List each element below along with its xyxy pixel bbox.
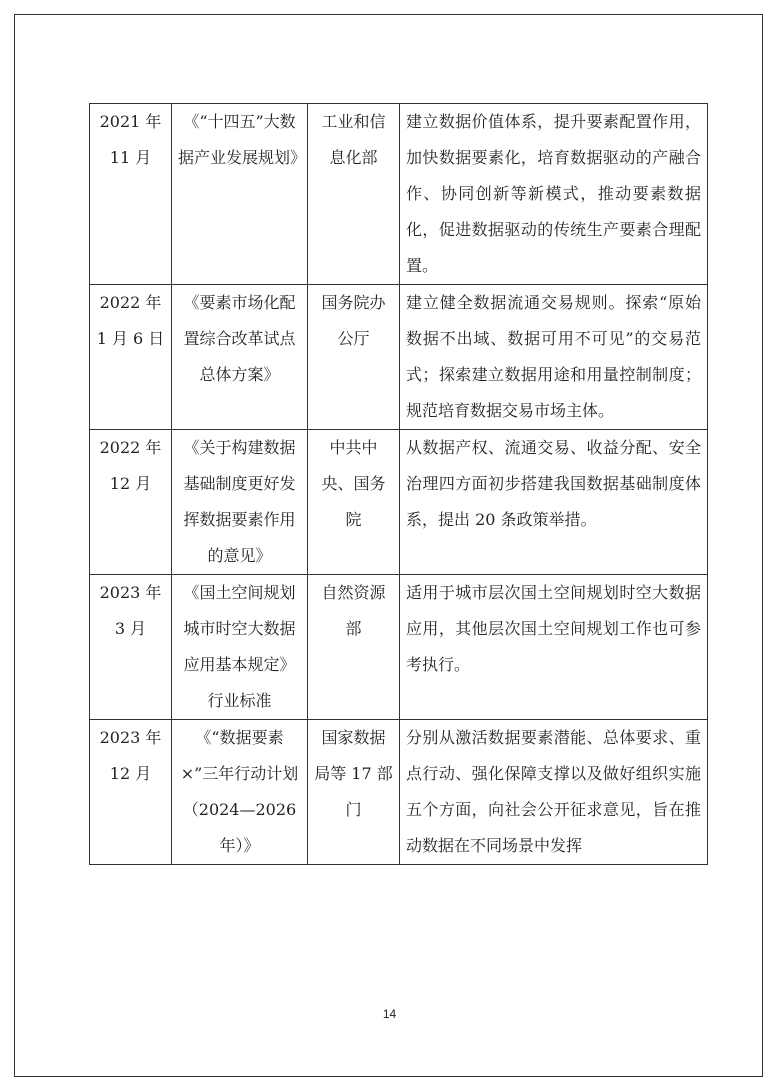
content-cell: 建立健全数据流通交易规则。探索“原始数据不出域、数据可用不可见”的交易范式；探索建立数据用途和用量控制制度；规范培育数据交易市场主体。 [400,285,708,430]
department-cell: 国家数据局等 17 部门 [308,720,400,865]
policy-name-cell: 《“十四五”大数据产业发展规划》 [172,104,308,285]
policy-name-cell: 《关于构建数据基础制度更好发挥数据要素作用的意见》 [172,430,308,575]
date-cell: 2023 年 12 月 [90,720,172,865]
content-cell: 适用于城市层次国土空间规划时空大数据应用，其他层次国土空间规划工作也可参考执行。 [400,575,708,720]
department-cell: 工业和信息化部 [308,104,400,285]
document-page [14,14,763,1077]
table-row [90,430,708,575]
table-row [90,575,708,720]
date-cell: 2023 年 3 月 [90,575,172,720]
policy-name-cell: 《要素市场化配置综合改革试点总体方案》 [172,285,308,430]
date-cell: 2022 年 12 月 [90,430,172,575]
date-cell: 2021 年 11 月 [90,104,172,285]
content-cell: 从数据产权、流通交易、收益分配、安全治理四方面初步搭建我国数据基础制度体系，提出 20 条政策举措。 [400,430,708,575]
policy-name-cell: 《“数据要素×”三年行动计划（2024—2026 年）》 [172,720,308,865]
policy-name-cell: 《国土空间规划城市时空大数据应用基本规定》行业标准 [172,575,308,720]
content-cell: 建立数据价值体系，提升要素配置作用，加快数据要素化，培育数据驱动的产融合作、协同创新等新模式，推动要素数据化，促进数据驱动的传统生产要素合理配置。 [400,104,708,285]
department-cell: 中共中央、国务院 [308,430,400,575]
content-cell: 分别从激活数据要素潜能、总体要求、重点行动、强化保障支撑以及做好组织实施五个方面，向社会公开征求意见，旨在推动数据在不同场景中发挥 [400,720,708,865]
department-cell: 国务院办公厅 [308,285,400,430]
page-number: 14 [382,1007,397,1021]
table-row [90,285,708,430]
table-row [90,720,708,865]
department-cell: 自然资源部 [308,575,400,720]
date-cell: 2022 年 1 月 6 日 [90,285,172,430]
table-row [90,104,708,285]
policy-table [89,103,708,865]
